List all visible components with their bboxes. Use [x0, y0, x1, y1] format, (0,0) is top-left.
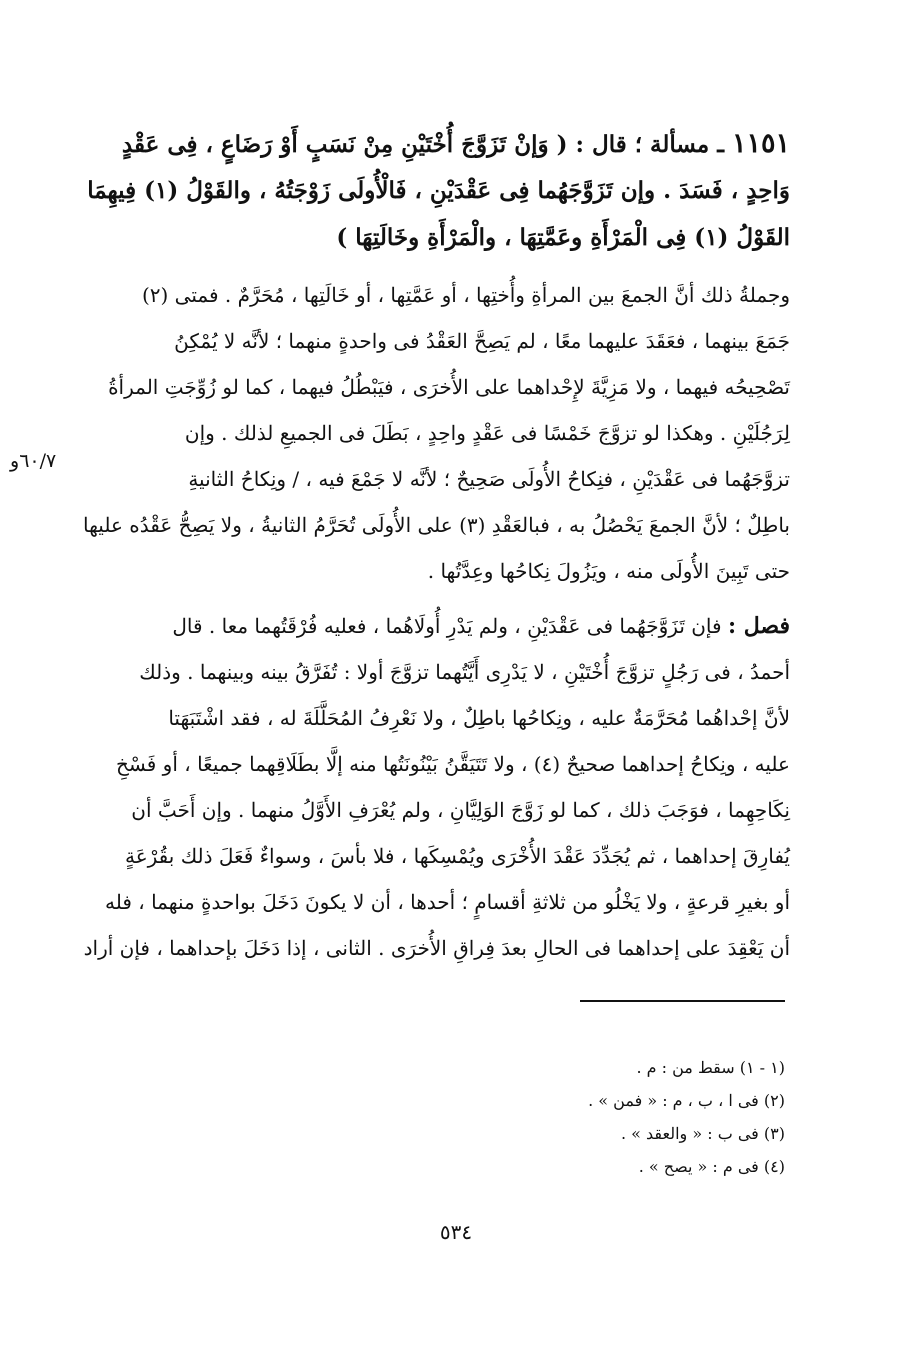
paragraph-line: أحمدُ ، فى رَجُلٍ تزوَّجَ أُخْتَيْنِ ، لا يَدْرِى أَيَّتُهما تزوَّجَ أولا : تُفَرَّقُ بينه وبينهما . وذلك [139, 660, 790, 684]
paragraph-line: باطِلٌ ؛ لأنَّ الجمعَ يَحْصُلُ به ، فبالعَقْدِ (٣) على الأُولَى تُحَرَّمُ الثانيةُ ، ولا يَصِحُّ عَقْدُه عليها [82, 513, 790, 537]
paragraph-line: يُفارِقَ إحداهما ، ثم يُجَدِّدَ عَقْدَ الأُخْرَى ويُمْسِكَها ، فلا بأسَ ، وسواءٌ فَعَلَ ذلك بقُرْعَةٍ [124, 844, 790, 868]
footnote-divider [580, 1000, 785, 1002]
masala-line-3: القَوْلُ (١) فِى الْمَرْأَةِ وعَمَّتِهَا ، والْمَرْأَةِ وخَالَتِهَا ) [336, 224, 790, 251]
paragraph-line: أو بغيرِ قرعةٍ ، ولا يَخْلُو من ثلاثةِ أقسامٍ ؛ أحدها ، أن لا يكونَ دَخَلَ بواحدةٍ منهما ، فله [105, 890, 790, 914]
paragraph-line: لِرَجُلَيْنِ . وهكذا لو تزوَّجَ خَمْسًا فى عَقْدٍ واحِدٍ ، بَطَلَ فى الجميعِ لذلك . وإن [184, 421, 790, 445]
page-number: ٥٣٤ [439, 1220, 473, 1244]
paragraph-line: فصل : فإن تَزَوَّجَهُما فى عَقْدَيْنِ ، ولم يَدْرِ أُولَاهُما ، فعليه فُرْقَتُهما معا . قال [172, 613, 790, 639]
paragraph-fasl [83, 603, 790, 971]
fasl-label: فصل : [727, 613, 790, 639]
paragraph-line: وجملةُ ذلك أنَّ الجمعَ بين المرأةِ وأُختِها ، أو عَمَّتِها ، أو خَالَتِها ، مُحَرَّمٌ . فمتى (٢) [141, 283, 790, 307]
paragraph-line: تَصْحِيحُه فيهما ، ولا مَزِيَّةَ لإِحْداهما على الأُخرَى ، فيَبْطُلُ فيهما ، كما لو زُوِّجَتِ المرأةُ [108, 375, 790, 399]
footnote: (٤) فى م : « يصح » . [638, 1157, 785, 1176]
paragraph-commentary [82, 272, 790, 594]
masala-heading [87, 120, 790, 261]
masala-line-2: وَاحِدٍ ، فَسَدَ . وإن تَزَوَّجَهُما فِى عَقْدَيْنِ ، فَالْأُولَى زَوْجَتُهُ ، والقَوْلُ (١) فِيهِمَا [87, 177, 790, 204]
paragraph-line: حتى تَبِينَ الأُولَى منه ، ويَزُولَ نِكاحُها وعِدَّتُها . [427, 559, 790, 583]
footnote: (٢) فى ا ، ب ، م : « فمن » . [588, 1091, 785, 1110]
paragraph-line: جَمَعَ بينهما ، فعَقَدَ عليهما معًا ، لم يَصِحَّ العَقْدُ فى واحدةٍ منهما ؛ لأنَّه لا يُمْكِنُ [174, 329, 790, 353]
manuscript-folio-note: ٦٠/٧و [10, 450, 57, 472]
paragraph-line: تزوَّجَهُما فى عَقْدَيْنِ ، فنِكاحُ الأُولَى صَحِيحٌ ؛ لأنَّه لا جَمْعَ فيه ، / ونِكاحُ الثانيةِ [188, 467, 790, 491]
masala-number: ١١٥١ [731, 128, 790, 159]
footnote: (٣) فى ب : « والعقد » . [620, 1124, 785, 1143]
paragraph-line: أن يَعْقِدَ على إحداهما فى الحالِ بعدَ فِراقِ الأُخرَى . الثانى ، إذا دَخَلَ بإحداهما ، فإن أراد [83, 936, 790, 960]
paragraph-line: نِكَاحِهِما ، فوَجَبَ ذلك ، كما لو زَوَّجَ الوَلِيَّانِ ، ولم يُعْرَفِ الأَوَّلُ منهما . وإن أَحَبَّ أن [131, 798, 790, 822]
footnote: (١ - ١) سقط من : م . [636, 1058, 785, 1077]
paragraph-line: لأنَّ إحْداهُما مُحَرَّمَةٌ عليه ، ونِكاحُها باطِلٌ ، ولا نَعْرِفُ المُحَلَّلَةَ له ، فقد اشْتَبَهَتا [168, 706, 790, 730]
footnotes [400, 1051, 785, 1183]
paragraph-line: عليه ، ونِكاحُ إحداهما صحيحٌ (٤) ، ولا تَتَيَقَّنُ بَيْنُونَتُها منه إلَّا بطَلَاقِهما جميعًا ، أو فَسْخِ [116, 752, 790, 776]
masala-line-1: ١١٥١ ـ مسألة ؛ قال : ( وَإنْ تَزَوَّجَ أُخْتَيْنِ مِنْ نَسَبٍ أَوْ رَضَاعٍ ، فِى عَقْدٍ [121, 128, 790, 159]
